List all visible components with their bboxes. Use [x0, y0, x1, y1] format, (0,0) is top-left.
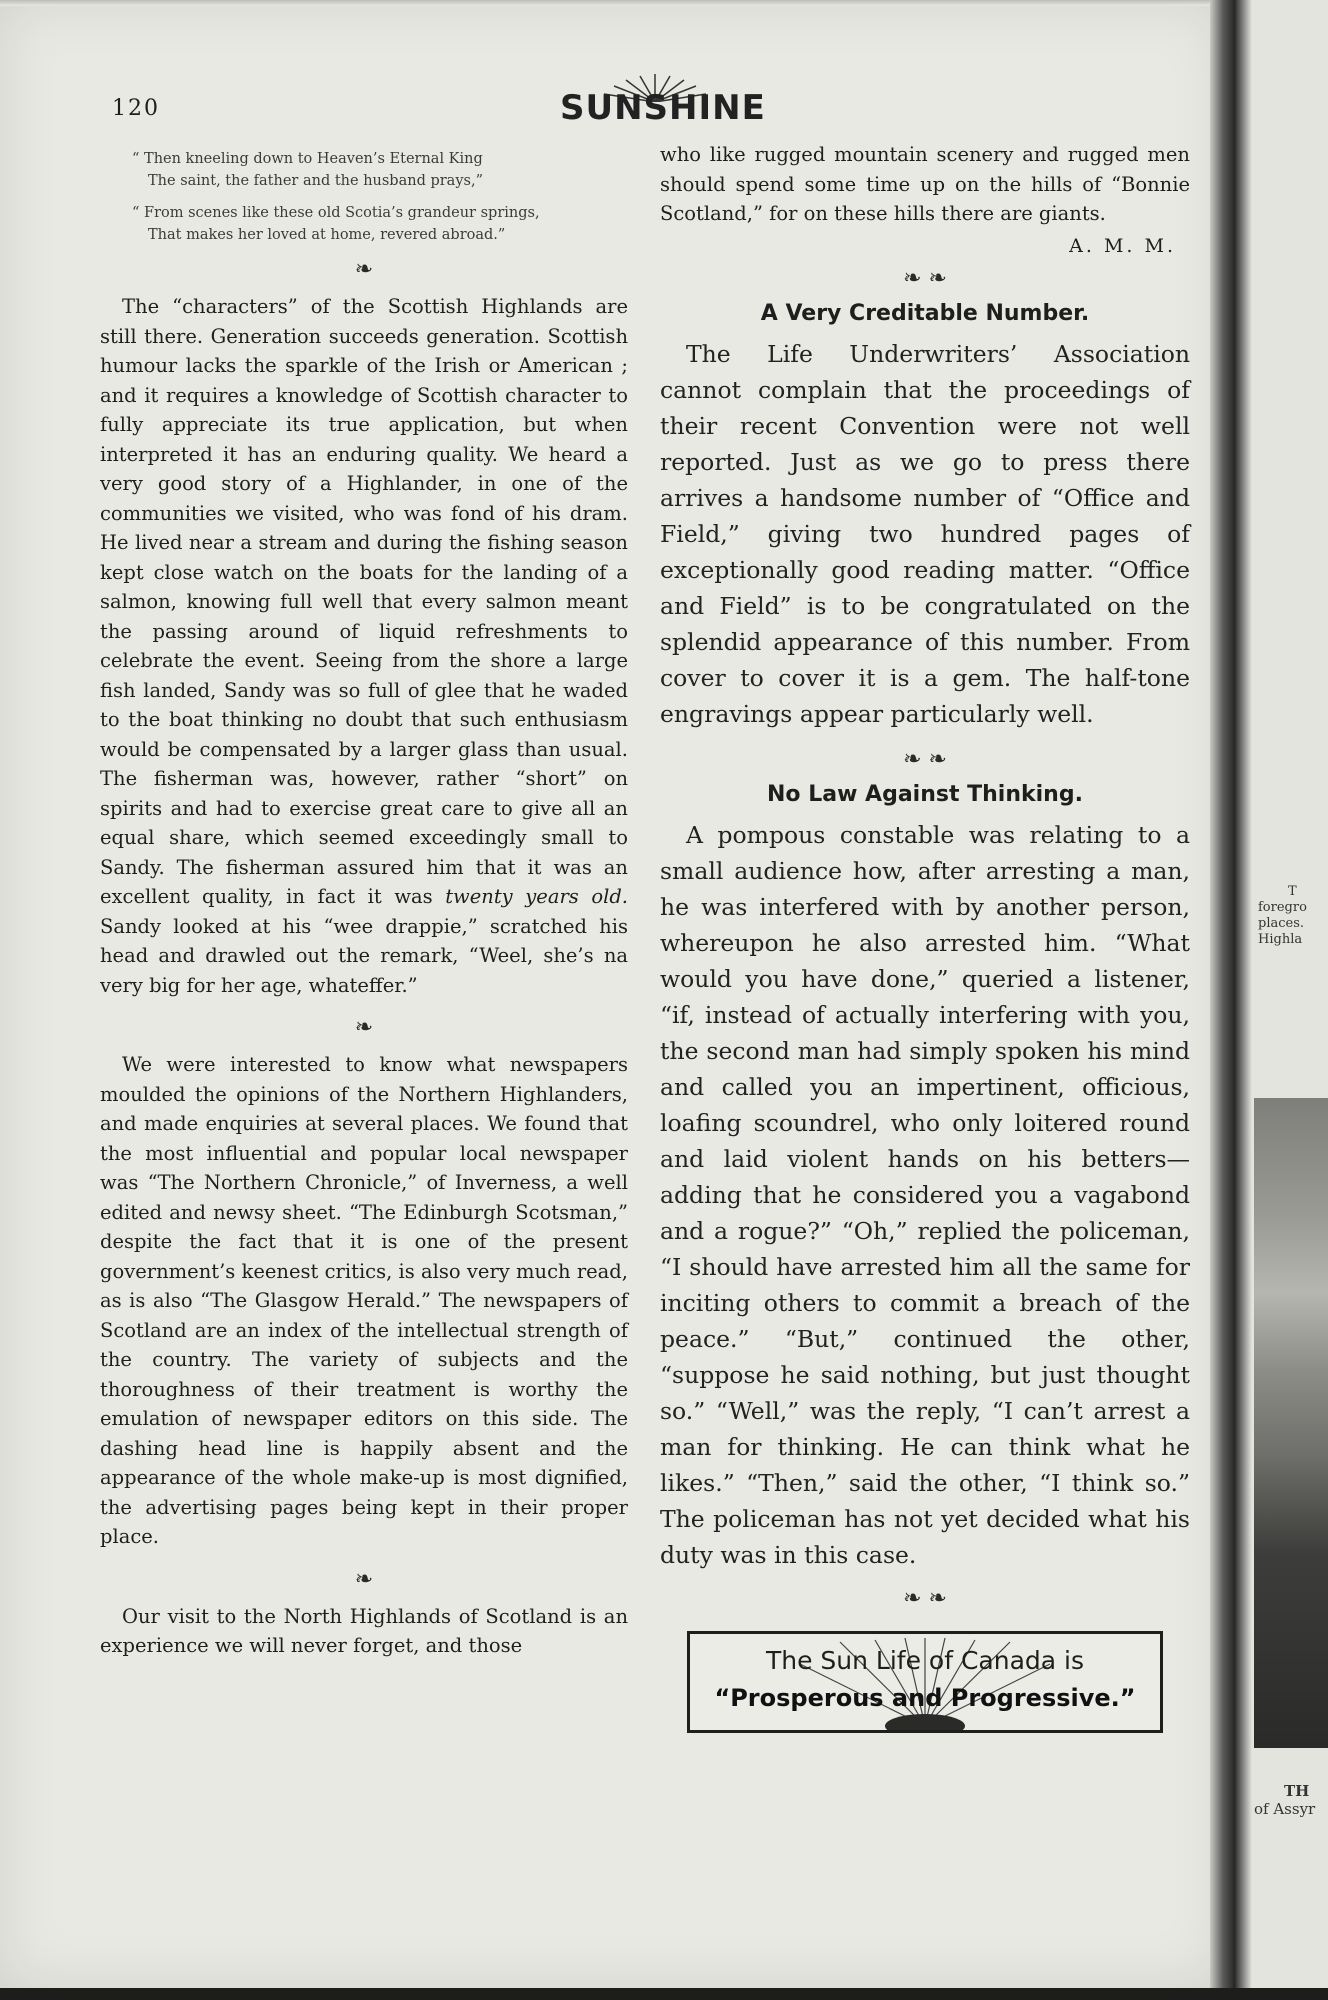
paragraph-visit: Our visit to the North Highlands of Scotland is an experience we will never forget, and those [100, 1604, 628, 1657]
adjacent-text-line: foregro [1258, 900, 1307, 915]
verse-line: The saint, the father and the husband prays,” [148, 173, 483, 189]
leaf-ornament-icon: ❧ [354, 257, 374, 282]
heading-no-law-against-thinking: No Law Against Thinking. [767, 781, 1083, 807]
author-signature: A. M. M. [1069, 234, 1176, 257]
adjacent-photo-caption [1254, 1782, 1315, 1818]
advert-line-1: The Sun Life of Canada is [765, 1645, 1085, 1675]
italic-phrase: twenty years old. [445, 885, 629, 908]
sun-life-advertisement [687, 1631, 1163, 1733]
adjacent-text-line: places. [1258, 916, 1305, 931]
adjacent-text-line: Highla [1258, 932, 1303, 947]
leaf-ornament-icon: ❧ ❧ [903, 746, 947, 772]
masthead-title: SUNSHINE [560, 88, 766, 128]
caption-line: TH [1284, 1782, 1310, 1800]
book-gutter [1210, 0, 1234, 1988]
verse-line: “ From scenes like these old Scotia’s grandeur springs, [132, 205, 540, 221]
verse-line: “ Then kneeling down to Heaven’s Eternal King [132, 151, 483, 167]
article-no-law-against-thinking: A pompous constable was relating to a small audience how, after arresting a man, he was interfered with by another person, whereupon he also arrested him. “What would you have done,” queried a listener, “if, instead of actually interfering with you, the second man had simply spoken his mind and called you an impertinent, officious, loafing scoundrel, who only loitered round and laid violent hands on his betters—adding that he considered you a vagabond and a rogue?” “Oh,” replied the policeman, “I should have arrested him all the same for inciting others to commit a breach of the peace.” “But,” continued the other, “suppose he said nothing, but just thought so.” “Well,” was the reply, “I can’t arrest a man for thinking. He can think what he likes.” “Then,” said the other, “I think so.” The policeman has not yet decided what his duty was in this case. [660, 820, 1190, 1569]
paragraph-text: Sandy looked at his “wee drappie,” scratched his head and drawled out the remark, “Weel, she’s na very big for her age, whateffer.” [100, 914, 628, 997]
leaf-ornament-icon: ❧ [354, 1015, 374, 1040]
verse-quote-1 [132, 148, 628, 192]
leaf-ornament-icon: ❧ [354, 1566, 374, 1592]
leaf-ornament-icon: ❧ ❧ [903, 1585, 947, 1611]
verse-quote-2 [132, 202, 628, 246]
caption-line: of Assyr [1254, 1800, 1316, 1818]
adjacent-text-line: T [1288, 884, 1297, 899]
paragraph-highlands-story [100, 292, 628, 1000]
masthead [560, 88, 766, 128]
paragraph-continued: who like rugged mountain scenery and rugged men should spend some time up on the hills of “Bonnie Scotland,” for on these hills there are giants. [660, 143, 1190, 225]
advert-line-2: “Prosperous and Progressive.” [714, 1683, 1136, 1712]
verse-line: That makes her loved at home, revered abroad.” [148, 227, 506, 243]
left-column [100, 148, 628, 1661]
page-top-edge [0, 0, 1226, 6]
adjacent-page-photo [1254, 1098, 1328, 1748]
adjacent-page [1234, 0, 1328, 1988]
paragraph-text: The “characters” of the Scottish Highlands are still there. Generation succeeds generation. Scottish humour lacks the sparkle of the Irish or American ; and it requires a knowledge of Scottish character to fully appreciate its true application, but when interpreted it has an enduring quality. We heard a very good story of a Highlander, in one of the communities we visited, who was fond of his dram. He lived near a stream and during the fishing season kept close watch on the boats for the landing of a salmon, knowing full well that every salmon meant the passing around of liquid refreshments to celebrate the event. Seeing from the shore a large fish landed, Sandy was so full of glee that he waded to the boat thinking no doubt that such enthusiasm would be compensated by a larger glass than usual. The fisherman was, however, rather “short” on spirits and had to exercise great care to give all an equal share, which seemed exceedingly small to Sandy. The fisherman assured him that it was an excellent quality, in fact it was [100, 295, 628, 908]
page-number: 120 [112, 96, 160, 121]
heading-creditable-number: A Very Creditable Number. [760, 300, 1090, 326]
gutter-shadow [1234, 0, 1252, 1988]
adjacent-page-text [1258, 884, 1307, 948]
leaf-ornament-icon: ❧ ❧ [903, 265, 947, 291]
paragraph-newspapers: We were interested to know what newspapers moulded the opinions of the Northern Highlanders, and made enquiries at several places. We found that the most influential and popular local newspaper was “The Northern Chronicle,” of Inverness, a well edited and newsy sheet. “The Edinburgh Scotsman,” despite the fact that it is one of the present government’s keenest critics, is also very much read, as is also “The Glasgow Herald.” The newspapers of Scotland are an index of the intellectual strength of the country. The variety of subjects and the thoroughness of their treatment is worthy the emulation of newspaper editors on this side. The dashing head line is happily absent and the appearance of the whole make-up is most dignified, the advertising pages being kept in their proper place. [100, 1053, 628, 1548]
right-column [660, 140, 1190, 1733]
bottom-edge [0, 1988, 1328, 2000]
article-creditable-number: The Life Underwriters’ Association cannot complain that the proceedings of their recent Convention were not well reported. Just as we go to press there arrives a handsome number of “Office and Field,” giving two hundred pages of exceptionally good reading matter. “Office and Field” is to be congratulated on the splendid appearance of this number. From cover to cover it is a gem. The half-tone engravings appear particularly well. [660, 339, 1190, 728]
